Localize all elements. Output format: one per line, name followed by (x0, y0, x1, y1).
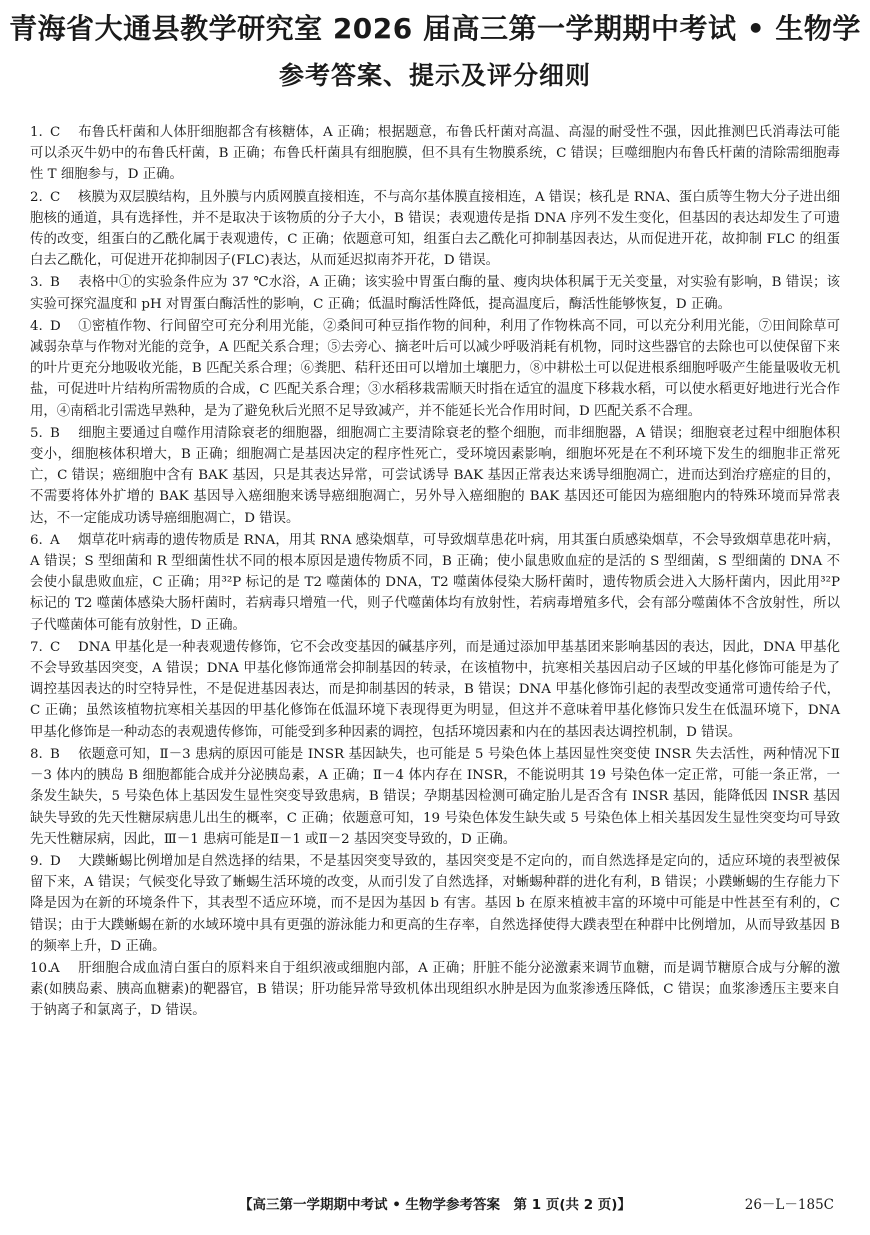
page-subtitle: 参考答案、提示及评分细则 (278, 61, 591, 90)
answer-number: 8. (30, 746, 43, 762)
answer-explanation: 大蹼蜥蜴比例增加是自然选择的结果，不是基因突变导致的，基因突变是不定向的，而自然选择是定向的，适应环境的表型被保留下来，A 错误；气候变化导致了蜥蜴生活环境的改变，从而引发了自然选择，对蜥蜴种群的进化有利，B 错误；小蹼蜥蜴的生存能力下降是因为在新的环境条件下，其表型不适应环境，而不是因为基因 b 有害。基因 b 在原来植被丰富的环境中可能是中性甚至有利的，C 错误；由于大蹼蜥蜴在新的水域环境中具有更强的游泳能力和更高的生存率，自然选择使得大蹼表型在种群中比例增加，从而导致基因 B 的频率上升，D 正确。 (30, 853, 840, 954)
answer-explanation: 肝细胞合成血清白蛋白的原料来自于组织液或细胞内部，A 正确；肝脏不能分泌激素来调节血糖，而是调节糖原合成与分解的激素(如胰岛素、胰高血糖素)的靶器官，B 错误；肝功能异常导致机体出现组织水肿是因为血浆渗透压降低，C 错误；血浆渗透压主要来自于钠离子和氯离子，D 错误。 (30, 960, 840, 1019)
answer-explanation: 表格中①的实验条件应为 37 ℃水浴，A 正确；该实验中胃蛋白酶的量、瘦肉块体积属于无关变量，对实验有影响，B 错误；该实验可探究温度和 pH 对胃蛋白酶活性的影响，C 正确；低温时酶活性降低，提高温度后，酶活性能够恢复，D 正确。 (30, 275, 840, 312)
answer-number: 3. (30, 275, 43, 291)
answer-item (30, 272, 840, 314)
answer-number: 9. (30, 853, 43, 869)
answer-choice: A (50, 960, 60, 976)
answer-item (30, 744, 840, 850)
answer-item (30, 637, 840, 743)
answer-choice: D (50, 318, 61, 334)
answer-item (30, 958, 840, 1022)
answer-number: 7. (30, 639, 43, 655)
answer-choice: C (50, 189, 61, 205)
answer-item (30, 316, 840, 422)
page-title: 青海省大通县教学研究室 2026 届高三第一学期期中考试 • 生物学 (9, 12, 861, 45)
answer-item (30, 423, 840, 529)
footer-doc-code: 26－L－185C (744, 1197, 834, 1213)
footer-page-info: 【高三第一学期期中考试 • 生物学参考答案 第 1 页(共 2 页)】 (239, 1197, 631, 1213)
answer-explanation: 依题意可知，Ⅱ－3 患病的原因可能是 INSR 基因缺失，也可能是 5 号染色体上基因显性突变使 INSR 失去活性，两种情况下Ⅱ－3 体内的胰岛 B 细胞都能合成并分泌胰岛素，A 正确；Ⅱ－4 体内存在 INSR，不能说明其 19 号染色体一定正常，可能一条正常，一条发生缺失，5 号染色体上基因发生显性突变导致患病，B 错误；孕期基因检测可确定胎儿是否含有 INSR 基因，能降低因 INSR 基因缺失导致的先天性糖尿病患儿出生的概率，C 正确；依题意可知，19 号染色体发生缺失或 5 号染色体上相关基因发生显性突变均可导致先天性糖尿病，因此，Ⅲ－1 患病可能是Ⅱ－1 或Ⅱ－2 基因突变导致的，D 正确。 (30, 746, 840, 847)
answer-number: 5. (30, 425, 43, 441)
answer-item (30, 530, 840, 636)
answer-explanation: 烟草花叶病毒的遗传物质是 RNA，用其 RNA 感染烟草，可导致烟草患花叶病，用其蛋白质感染烟草，不会导致烟草患花叶病，A 错误；S 型细菌和 R 型细菌性状不同的根本原因是遗传物质不同，B 正确；使小鼠患败血症的是活的 S 型细菌，S 型细菌的 DNA 不会使小鼠患败血症，C 正确；用³²P 标记的是 T2 噬菌体的 DNA，T2 噬菌体侵染大肠杆菌时，遗传物质会进入大肠杆菌内，因此用³²P 标记的 T2 噬菌体感染大肠杆菌时，若病毒只增殖一代，则子代噬菌体均有放射性，若病毒增殖多代，会有部分噬菌体不含放射性，所以子代噬菌体可能有放射性，D 正确。 (30, 532, 840, 633)
answer-choice: A (50, 532, 60, 548)
answer-choice: B (50, 425, 60, 441)
answer-choice: C (50, 639, 61, 655)
answer-explanation: 核膜为双层膜结构，且外膜与内质网膜直接相连，不与高尔基体膜直接相连，A 错误；核孔是 RNA、蛋白质等生物大分子进出细胞核的通道，具有选择性，并不是取决于该物质的分子大小，B 错误；表观遗传是指 DNA 序列不发生变化，但基因的表达却发生了可遗传的改变，组蛋白的乙酰化属于表观遗传，C 正确；依题意可知，组蛋白去乙酰化可抑制基因表达，从而促进开花，故抑制 FLC 的组蛋白去乙酰化，可促进开花抑制因子(FLC)表达，从而延迟拟南芥开花，D 错误。 (30, 189, 840, 269)
answer-choice: D (50, 853, 61, 869)
answer-choice: C (50, 125, 61, 140)
answer-explanation: ①密植作物、行间留空可充分利用光能，②桑间可种豆指作物的间种，利用了作物株高不同，可以充分利用光能，⑦田间除草可减弱杂草与作物对光能的竞争，A 匹配关系合理；⑤去旁心、摘老叶后可以减少呼吸消耗有机物，同时这些器官的去除也可以使保留下来的叶片更充分地吸收光能，B 匹配关系合理；⑥粪肥、秸秆还田可以增加土壤肥力，⑧中耕松土可以促进根系细胞呼吸产生能量吸收无机盐，可促进叶片结构所需物质的合成，C 匹配关系合理；③水稻移栽需顺天时指在适宜的温度下移栽水稻，可以使水稻更好地进行光合作用，④南稻北引需选早熟种，是为了避免秋后光照不足导致减产，并不能延长光合作用时间，D 匹配关系不合理。 (30, 318, 840, 419)
answer-list (30, 122, 840, 1023)
answer-item (30, 851, 840, 957)
answer-number: 4. (30, 318, 43, 334)
answer-explanation: 布鲁氏杆菌和人体肝细胞都含有核糖体，A 正确；根据题意，布鲁氏杆菌对高温、高湿的耐受性不强，因此推测巴氏消毒法可能可以杀灭牛奶中的布鲁氏杆菌，B 正确；布鲁氏杆菌具有细胞膜，但不具有生物膜系统，C 错误；巨噬细胞内布鲁氏杆菌的清除需细胞毒性 T 细胞参与，D 正确。 (30, 125, 840, 183)
answer-explanation: DNA 甲基化是一种表观遗传修饰，它不会改变基因的碱基序列，而是通过添加甲基基团来影响基因的表达，因此，DNA 甲基化不会导致基因突变，A 错误；DNA 甲基化修饰通常会抑制基因的转录，在该植物中，抗寒相关基因启动子区域的甲基化修饰可能是为了调控基因表达的时空特异性，不是促进基因表达，而是抑制基因的转录，B 错误；DNA 甲基化修饰引起的表型改变通常可遗传给子代，C 正确；虽然该植物抗寒相关基因的甲基化修饰在低温环境下表现得更为明显，但这并不意味着甲基化修饰只发生在低温环境下，DNA 甲基化修饰是一种动态的表观遗传修饰，可能受到多种因素的调控，包括环境因素和内在的基因表达调控机制，D 错误。 (30, 639, 840, 740)
answer-item (30, 122, 840, 186)
answer-number: 1. (30, 125, 43, 140)
answer-item (30, 187, 840, 272)
answer-number: 2. (30, 189, 43, 205)
answer-number: 6. (30, 532, 43, 548)
answer-choice: B (50, 746, 60, 762)
answer-choice: B (50, 275, 60, 291)
answer-number: 10. (30, 960, 52, 976)
answer-explanation: 细胞主要通过自噬作用清除衰老的细胞器，细胞凋亡主要清除衰老的整个细胞，而非细胞器，A 错误；细胞衰老过程中细胞体积变小，细胞核体积增大，B 正确；细胞凋亡是基因决定的程序性死亡，受环境因素影响，细胞坏死是在不利环境下发生的细胞非正常死亡，C 错误；癌细胞中含有 BAK 基因，只是其表达异常，可尝试诱导 BAK 基因正常表达来诱导细胞凋亡，进而达到治疗癌症的目的，不需要将体外扩增的 BAK 基因导入癌细胞来诱导癌细胞凋亡，另外导入癌细胞的 BAK 基因还可能因为癌细胞内的特殊环境而异常表达，不一定能成功诱导癌细胞凋亡，D 错误。 (30, 425, 840, 526)
